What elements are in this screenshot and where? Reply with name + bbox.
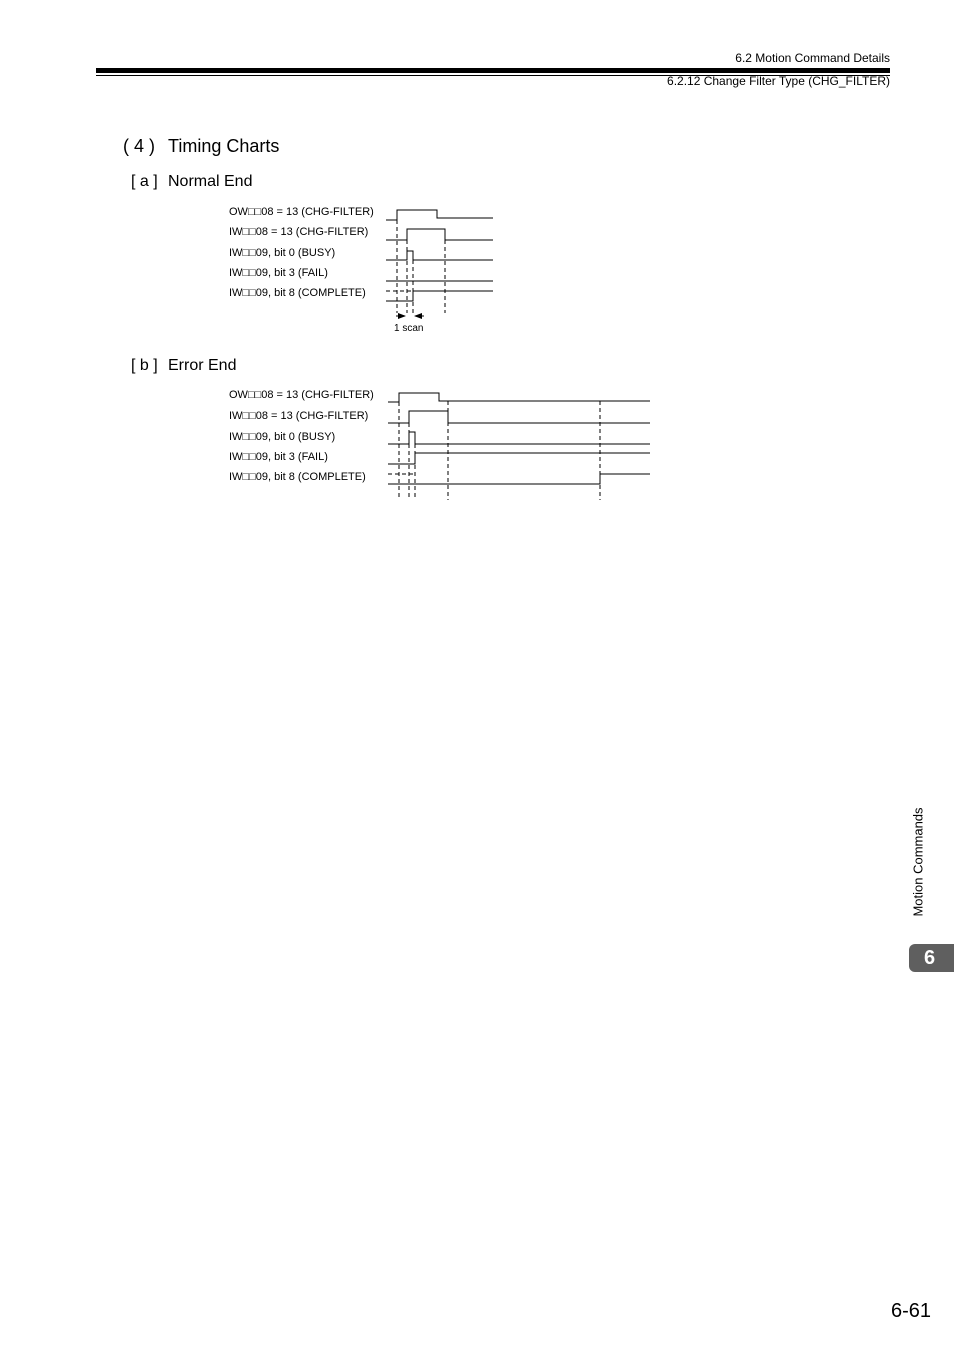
- error-waveform-busy: [388, 432, 650, 444]
- error-signal-label: IW□□09, bit 3 (FAIL): [229, 451, 328, 463]
- chapter-tab: 6: [909, 944, 954, 972]
- section-heading-title: Timing Charts: [168, 136, 280, 156]
- normal-waveform-iw08: [386, 229, 493, 240]
- chapter-side-label: Motion Commands: [910, 807, 926, 917]
- normal-waveform-ow08: [386, 210, 493, 220]
- normal-signal-label: IW□□09, bit 3 (FAIL): [229, 267, 328, 279]
- normal-signal-label: IW□□09, bit 0 (BUSY): [229, 247, 336, 259]
- page-number: 6-61: [890, 1300, 931, 1322]
- normal-end-title: Normal End: [168, 173, 253, 190]
- error-waveform-iw08: [388, 411, 650, 423]
- header-section: 6.2 Motion Command Details: [735, 51, 890, 65]
- error-signal-label: IW□□09, bit 8 (COMPLETE): [229, 471, 366, 483]
- timing-diagrams: [0, 0, 954, 560]
- normal-signal-label: IW□□09, bit 8 (COMPLETE): [229, 287, 366, 299]
- normal-signal-label: IW□□08 = 13 (CHG-FILTER): [229, 226, 369, 238]
- normal-end-diagram: [229, 206, 493, 334]
- error-end-diagram: [229, 389, 650, 500]
- error-signal-label: IW□□08 = 13 (CHG-FILTER): [229, 410, 369, 422]
- error-signal-label: OW□□08 = 13 (CHG-FILTER): [229, 389, 374, 401]
- normal-waveform-complete: [386, 291, 493, 301]
- error-waveform-fail: [388, 453, 650, 464]
- error-waveform-ow08: [388, 393, 650, 402]
- error-signal-label: IW□□09, bit 0 (BUSY): [229, 431, 336, 443]
- scan-label: 1 scan: [394, 323, 424, 334]
- error-waveform-complete: [388, 474, 650, 484]
- error-end-number: [ b ]: [131, 357, 158, 374]
- section-heading-number: ( 4 ): [123, 136, 156, 156]
- error-end-title: Error End: [168, 357, 237, 374]
- header-subsection: 6.2.12 Change Filter Type (CHG_FILTER): [667, 74, 890, 88]
- normal-end-number: [ a ]: [131, 173, 158, 190]
- normal-signal-label: OW□□08 = 13 (CHG-FILTER): [229, 206, 374, 218]
- normal-waveform-busy: [386, 251, 493, 260]
